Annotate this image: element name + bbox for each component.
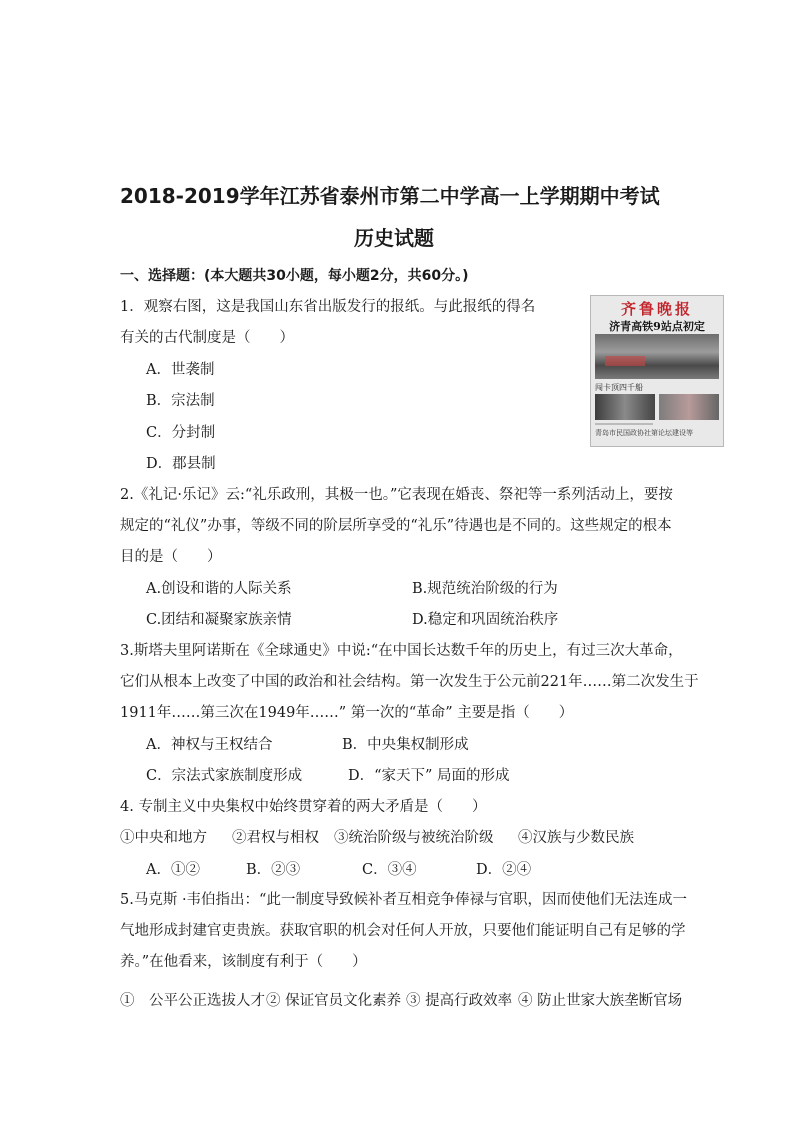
question-4-item-3: ③统治阶级与被统治阶级: [334, 830, 494, 846]
question-5-text: 养。”在他看来，该制度有利于（ ）: [120, 954, 367, 970]
question-2-text: 2.《礼记·乐记》云:“礼乐政刑，其极一也。”它表现在婚丧、祭祀等一系列活动上，要按: [120, 487, 673, 503]
question-1-option-b: B．宗法制: [146, 393, 215, 409]
newspaper-footer: 青岛市民国政协社第论坛建设等: [595, 429, 693, 437]
newspaper-image: [590, 295, 724, 447]
question-4-option-c: C．③④: [362, 862, 417, 878]
newspaper-masthead: 齐鲁晚报: [620, 300, 693, 318]
question-4-item-4: ④汉族与少数民族: [518, 830, 634, 846]
question-2-option-a: A.创设和谐的人际关系: [146, 581, 292, 597]
question-4-option-a: A．①②: [146, 862, 200, 878]
question-5-item-3: ③ 提高行政效率: [406, 993, 513, 1009]
question-3-option-a: A．神权与王权结合: [146, 737, 273, 753]
question-5-text: 气地形成封建官吏贵族。获取官职的机会对任何人开放，只要他们能证明自己有足够的学: [120, 923, 686, 939]
question-1-option-c: C．分封制: [146, 425, 216, 441]
question-2-text: 目的是（ ）: [120, 549, 222, 565]
question-3-text: 1911年……第三次在1949年……” 第一次的“革命” 主要是指（ ）: [120, 705, 574, 721]
exam-title: 2018-2019学年江苏省泰州市第二中学高一上学期期中考试: [120, 184, 660, 208]
question-2-text: 规定的“礼仪”办事，等级不同的阶层所享受的“礼乐”待遇也是不同的。这些规定的根本: [120, 518, 672, 534]
question-4-item-1: ①中央和地方: [120, 830, 207, 846]
question-3-option-b: B．中央集权制形成: [342, 737, 469, 753]
newspaper-headline: 济青高铁9站点初定: [609, 320, 705, 333]
question-2-option-d: D.稳定和巩固统治秩序: [412, 612, 559, 628]
question-4-option-d: D．②④: [476, 862, 532, 878]
question-3-text: 它们从根本上改变了中国的政治和社会结构。第一次发生于公元前221年……第二次发生于: [120, 674, 699, 690]
question-5-text: 5.马克斯 ·韦伯指出：“此一制度导致候补者互相竞争俸禄与官职，因而使他们无法连成一: [120, 892, 687, 908]
exam-subtitle: 历史试题: [354, 226, 434, 250]
newspaper-photo: [595, 334, 719, 379]
question-4-item-2: ②君权与相权: [232, 830, 319, 846]
question-3-option-c: C．宗法式家族制度形成: [146, 768, 303, 784]
newspaper-photo: [659, 394, 719, 420]
question-4-text: 4. 专制主义中央集权中始终贯穿着的两大矛盾是（ ）: [120, 799, 487, 815]
question-2-option-b: B.规范统治阶级的行为: [412, 581, 558, 597]
question-1-option-d: D．郡县制: [146, 456, 216, 472]
question-5-item-2: ② 保证官员文化素养: [266, 993, 402, 1009]
section-heading: 一、选择题：(本大题共30小题，每小题2分，共60分。): [120, 268, 469, 284]
question-1-text: 1．观察右图，这是我国山东省出版发行的报纸。与此报纸的得名: [120, 299, 536, 315]
newspaper-photo: [595, 394, 655, 420]
question-3-text: 3.斯塔夫里阿诺斯在《全球通史》中说:“在中国长达数千年的历史上，有过三次大革命，: [120, 643, 683, 659]
question-1-option-a: A．世袭制: [146, 362, 215, 378]
question-5-item-4: ④ 防止世家大族垄断官场: [518, 993, 683, 1009]
question-2-option-c: C.团结和凝聚家族亲情: [146, 612, 292, 628]
question-5-item-1: ① 公平公正选拔人才: [120, 993, 265, 1009]
question-1-text: 有关的古代制度是（ ）: [120, 330, 294, 346]
newspaper-subhead: 闯卡顶四千船: [595, 383, 643, 392]
question-4-option-b: B．②③: [246, 862, 301, 878]
question-3-option-d: D．“家天下” 局面的形成: [348, 768, 510, 784]
newspaper-text-line: [595, 423, 653, 425]
